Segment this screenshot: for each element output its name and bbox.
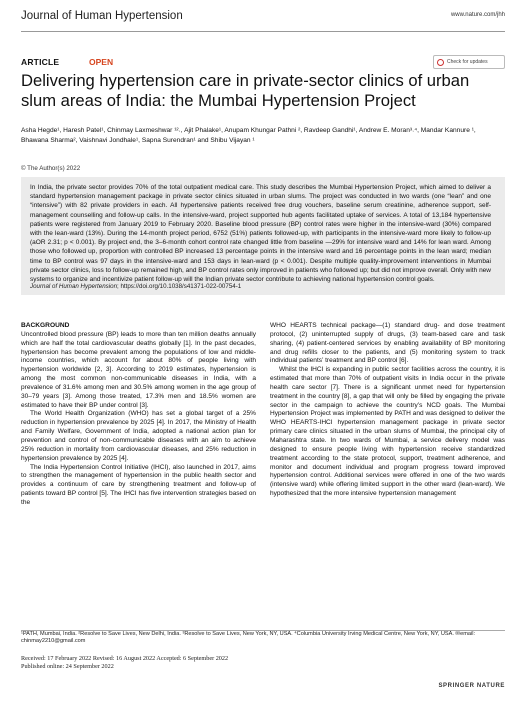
check-for-updates-button[interactable] [433, 55, 505, 69]
affiliations: ¹PATH, Mumbai, India. ²Resolve to Save Lives, New Delhi, India. ³Resolve to Save Lives, New York, NY, USA. ⁴Columbia University Irving Medical Centre, New York, NY, USA. ✉email: chinmay2210@gmail.com [21, 631, 476, 645]
abstract-text: In India, the private sector provides 70% of the total outpatient medical care. This study describes the Mumbai Hypertension Project, which aimed to deliver a standard hypertension management package in private sector clinics situated in urban slums. The project was conducted in two wards (one “lean” and one “intensive”) with 82 private providers in each. All hypertensive patients received free drug vouchers, baseline serum creatinine, adherence support, self-management counselling and follow-up calls. In the intensive-ward, project supported hub agents facilitated uptake of services. A total of 13,184 hypertensive patients were registered from January 2019 to February 2020. Baseline blood pressure (BP) control rates were higher in the intensive-ward (30%) compared with the lean-ward (13%). During the 14-month project period, 6752 (51%) patients followed-up, with participants in the intensive-ward more likely to follow-up (aOR 2.31; p < 0.001). By project end, the 3–6-month cohort control rate changed little from baseline —29% for intensive ward and 14% for lean ward. Among those who followed up, proportion with controlled BP increased 13 percentage points in the intensive ward and 16 percentage points in the lean ward; median time to BP control was 97 days in the intensive-ward and 153 days in lean-ward (p < 0.001). Despite multiple quality-improvement interventions in Mumbai private sector clinics, loss to follow-up remained high, and BP control rates only improved in patients who followed up; but did not improve overall. Only with new systems to organize and incentivize patient follow-up will the Indian private sector contribute to achieving national hypertension control goals. [30, 184, 491, 284]
journal-header [21, 10, 505, 32]
body-paragraph: The India Hypertension Control Initiative (IHCI), also launched in 2017, aims to strengthen the management of hypertension in the public health sector and provides a continuum of care by strengthening treatment and follow-up of patients toward BP control [5]. The IHCI has five intervention strategies based on the [21, 463, 256, 506]
header-divider [21, 31, 505, 32]
publication-dates [21, 655, 228, 670]
publisher-logo: SPRINGER NATURE [438, 683, 505, 689]
published-date: Published online: 24 September 2022 [21, 662, 114, 670]
body-column-left [21, 322, 256, 508]
journal-name: Journal of Human Hypertension [21, 10, 183, 22]
check-updates-label: Check for updates [447, 59, 488, 65]
body-paragraph: The World Health Organization (WHO) has set a global target of a 25% reduction in hypertension prevalence by 2025 [4]. In 2017, the Ministry of Health and Family Welfare, Government of India, adopted a national action plan for prevention and control of non-communicable diseases with an aim to achieve 25% reduction in mortality from cardiovascular diseases, and 25% reduction in hypertension prevalence by 2025 [4]. [21, 410, 256, 462]
body-paragraph: Whilst the IHCI is expanding in public sector facilities across the country, it is estimated that more than 70% of outpatient visits in India occur in the private health care sector [7]. There is a significant unmet need for hypertension treatment in the country [8], a gap that will only be filled by engaging the private sector in the campaign to achieve the country’s NCD goals. The Mumbai Hypertension Project was implemented by PATH and was designed to deliver the WHO HEARTS-IHCI hypertension management package in private sector primary care clinics situated in the urban slums of Mumbai, the principal city of Maharashtra state. In two wards of Mumbai, a service delivery model was designed to ensure people living with hypertension receive standardized treatment according to the state protocol, support, treatment adherence, and monitor and document individual and program progress toward improved hypertension control. Additional services were offered in one of the two wards (intensive ward) while offering limited support in the other ward (lean-ward). We hypothesized that the more intensive hypertension management [270, 366, 505, 498]
citation-journal: Journal of Human Hypertension [30, 283, 118, 290]
body-paragraph: Uncontrolled blood pressure (BP) leads to more than ten million deaths annually which are half the total cardiovascular deaths globally [1]. In the past decades, hypertension has become prevalent among the populations of low and middle-income countries, which account for about 80% of people living with hypertension worldwide [2, 3]. According to 2019 estimates, hypertension is among the most common non-communicable diseases in India, with a prevalence of 31.6% among men and 30.5% among women in the age group of 30–79 years [3]. Among those treated, 17.3% men and 18.5% women are estimated to have their BP under control [3]. [21, 330, 256, 409]
article-type-row [21, 57, 505, 71]
citation-line [30, 283, 241, 290]
body-column-right [270, 322, 505, 499]
article-title: Delivering hypertension care in private-sector clinics of urban slum areas of India: the Mumbai Hypertension Project [21, 71, 470, 110]
citation-doi[interactable]: ; https://doi.org/10.1038/s41371-022-00754-1 [117, 283, 242, 290]
abstract-box [21, 177, 505, 295]
received-dates: Received: 17 February 2022 Revised: 16 August 2022 Accepted: 6 September 2022 [21, 655, 229, 662]
open-access-label: OPEN [89, 57, 114, 67]
section-heading-background: BACKGROUND [21, 322, 70, 329]
article-type-label: ARTICLE [21, 57, 60, 67]
body-paragraph: WHO HEARTS technical package—(1) standard drug- and dose treatment protocol, (2) uninterrupted supply of drugs, (3) team-based care and task sharing, (4) patient-centered services by enabling availability of BP monitoring and drug refills closer to the patients, and (5) monitoring system to track individual patients’ treatment and BP control [6]. [270, 322, 505, 365]
journal-url[interactable]: www.nature.com/jhh [450, 12, 505, 18]
copyright-notice: © The Author(s) 2022 [21, 165, 81, 172]
author-list: Asha Hegde¹, Haresh Patel¹, Chinmay Laxmeshwar ¹²˒, Ajit Phalake¹, Anupam Khungar Pathni ², Ravdeep Gandhi¹, Andrew E. Moran³˒⁴, Mandar Kannure ¹, Bhawana Sharma², Vaishnavi Jondhale¹, Sapna Surendran¹ and Shibu Vijayan ¹ [21, 127, 476, 145]
check-updates-icon [437, 59, 444, 66]
